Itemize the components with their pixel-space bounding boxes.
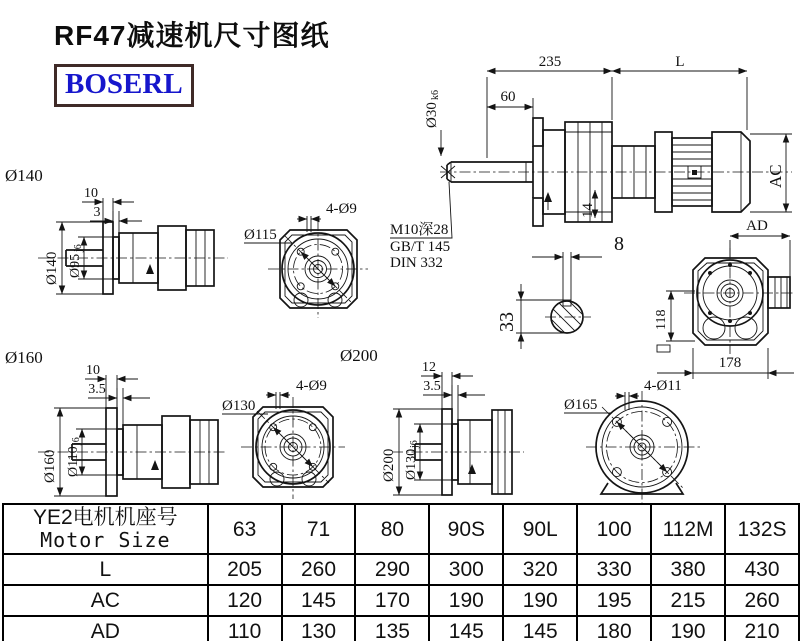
col-header-90L: 90L	[503, 504, 577, 554]
dim-140-3: 3	[93, 205, 101, 220]
cell-AD-71: 130	[282, 616, 356, 641]
table-row-L	[3, 554, 799, 585]
section-label-160: Ø160	[5, 348, 43, 367]
cell-L-112M: 380	[651, 554, 725, 585]
table-header-row	[3, 504, 799, 554]
main-side-view	[390, 54, 792, 271]
dim-bc-115: Ø115	[244, 227, 277, 243]
cell-AD-132S: 210	[725, 616, 799, 641]
cell-AD-100: 180	[577, 616, 651, 641]
dim-bc-165: Ø165	[564, 397, 598, 413]
dim-AD: AD	[746, 218, 768, 234]
dim-140-spigot: Ø95	[68, 253, 83, 278]
dim-140-10: 10	[84, 186, 98, 201]
dim-178: 178	[718, 355, 742, 371]
dim-160-spigot: Ø110	[66, 446, 81, 477]
cell-AC-90L: 190	[503, 585, 577, 616]
dim-160-10: 10	[86, 363, 100, 378]
dim-200-spigot-fit: j6	[409, 440, 420, 448]
dim-L: L	[675, 54, 685, 70]
col-header-90S: 90S	[429, 504, 503, 554]
flange-front-130	[222, 378, 345, 499]
cell-AD-63: 110	[208, 616, 282, 641]
cell-AD-80: 135	[355, 616, 429, 641]
dim-235: 235	[538, 54, 562, 70]
col-header-63: 63	[208, 504, 282, 554]
dim-200-12: 12	[422, 360, 436, 375]
cell-L-132S: 430	[725, 554, 799, 585]
section-label-200: Ø200	[340, 346, 378, 365]
rear-view	[654, 218, 794, 379]
flange-front-165	[564, 378, 700, 503]
dim-60: 60	[500, 89, 516, 105]
dim-160-od: Ø160	[42, 449, 58, 483]
cell-AC-100: 195	[577, 585, 651, 616]
section-label-140: Ø140	[5, 166, 43, 185]
dim-140-od: Ø140	[44, 251, 60, 285]
cell-L-90L: 320	[503, 554, 577, 585]
dim-14: 14	[580, 203, 596, 218]
dim-holes-4x11: 4-Ø11	[644, 378, 682, 394]
cell-AC-63: 120	[208, 585, 282, 616]
col-header-71: 71	[282, 504, 356, 554]
table-header-en: Motor Size	[40, 528, 171, 552]
section-view-160	[5, 348, 226, 496]
table-row-AC	[3, 585, 799, 616]
dim-shaft-dia: Ø30	[424, 102, 440, 128]
cell-AC-132S: 260	[725, 585, 799, 616]
cell-L-63: 205	[208, 554, 282, 585]
cell-L-71: 260	[282, 554, 356, 585]
dim-140-spigot-fit: j6	[73, 244, 84, 252]
col-header-80: 80	[355, 504, 429, 554]
section-view-200	[340, 346, 524, 495]
dim-shaft-fit: k6	[430, 90, 441, 100]
flange-front-140	[244, 201, 368, 318]
col-header-100: 100	[577, 504, 651, 554]
thread-note	[390, 182, 452, 271]
dim-200-spigot: Ø130	[404, 448, 419, 480]
cell-AD-90L: 145	[503, 616, 577, 641]
page-title: RF47减速机尺寸图纸	[54, 20, 330, 51]
cell-L-80: 290	[355, 554, 429, 585]
dim-160-35: 3.5	[88, 382, 106, 397]
table-row-AD	[3, 616, 799, 641]
thread-note-line2: GB/T 145	[390, 239, 451, 255]
cell-AC-90S: 190	[429, 585, 503, 616]
dim-holes-4x9-b: 4-Ø9	[296, 378, 327, 394]
cell-AD-90S: 145	[429, 616, 503, 641]
dim-AC: AC	[766, 164, 785, 188]
cell-L-100: 330	[577, 554, 651, 585]
dim-33: 33	[496, 312, 518, 332]
col-header-132S: 132S	[725, 504, 799, 554]
thread-note-line3: DIN 332	[390, 255, 443, 271]
cell-AC-71: 145	[282, 585, 356, 616]
col-header-112M: 112M	[651, 504, 725, 554]
cell-AC-80: 170	[355, 585, 429, 616]
dim-bc-130: Ø130	[222, 398, 256, 414]
brand-logo-text: BOSERL	[65, 68, 183, 100]
dim-holes-4x9-a: 4-Ø9	[326, 201, 357, 217]
thread-note-line1: M10深28	[390, 222, 449, 238]
row-label-L: L	[3, 554, 208, 585]
dim-118: 118	[654, 309, 669, 330]
cell-AC-112M: 215	[651, 585, 725, 616]
table-header-motor-size	[3, 504, 208, 554]
row-label-AC: AC	[3, 585, 208, 616]
motor-dimension-table	[2, 503, 800, 641]
dim-200-35: 3.5	[423, 379, 441, 394]
cell-L-90S: 300	[429, 554, 503, 585]
dim-key-width-8: 8	[614, 233, 624, 255]
cell-AD-112M: 190	[651, 616, 725, 641]
dim-200-od: Ø200	[381, 448, 397, 482]
table-header-cn: YE2电机机座号	[32, 506, 178, 529]
key-section-view	[496, 233, 624, 350]
dim-160-spigot-fit: j6	[71, 437, 82, 445]
row-label-AD: AD	[3, 616, 208, 641]
section-view-140	[5, 166, 228, 294]
